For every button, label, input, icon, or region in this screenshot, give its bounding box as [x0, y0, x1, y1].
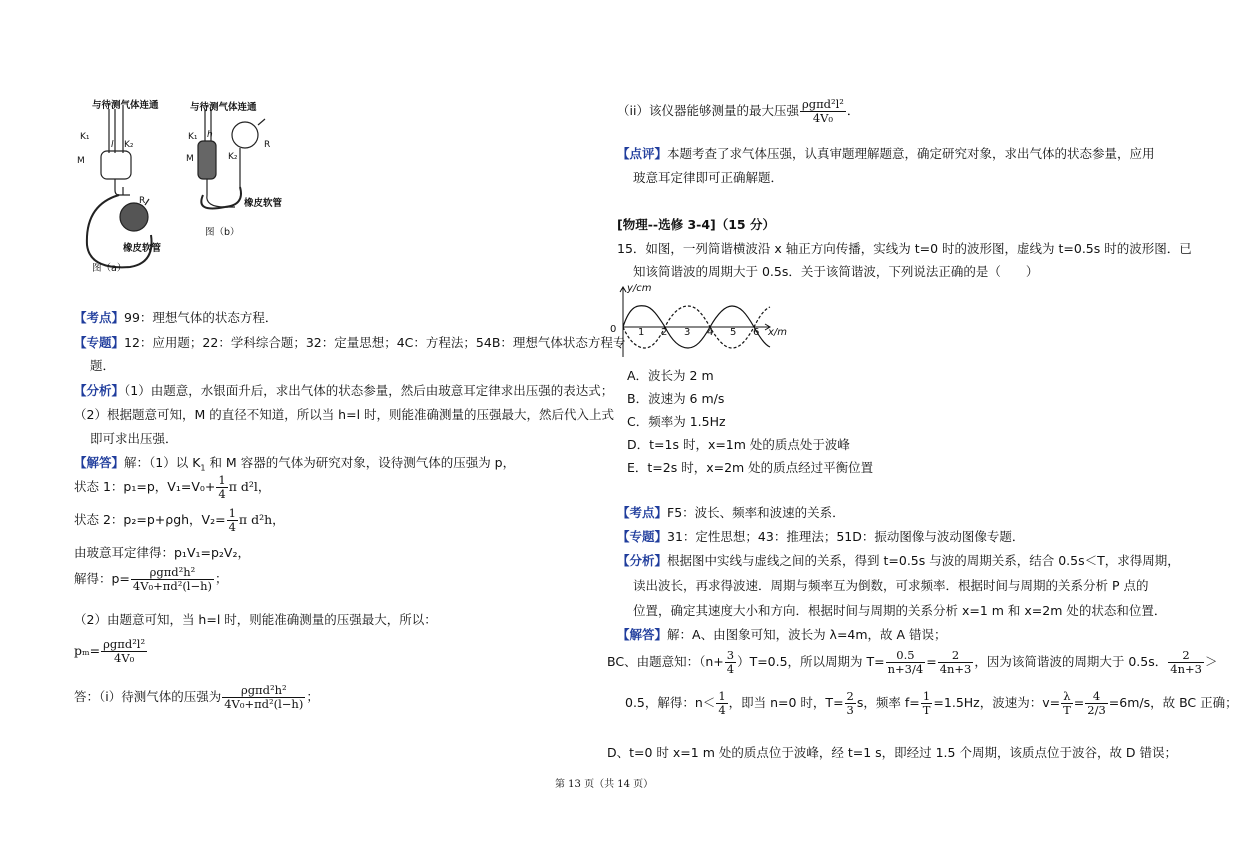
solve-den: 4V₀+πd²(l−h) [132, 579, 213, 594]
fig-a-l: l [111, 140, 114, 150]
bc-f3-num: 2 [938, 649, 974, 663]
fig-b-tube: 橡皮软管 [244, 198, 283, 209]
bc-frac-4 [1168, 649, 1204, 676]
answer-ii-den: 4V₀ [812, 111, 834, 126]
jieda-sub: 1 [200, 463, 206, 473]
bc-frac-1 [725, 649, 736, 676]
dianping-tag: 【点评】 [617, 146, 668, 161]
state-1 [74, 474, 270, 501]
fig-a-k2: K₂ [124, 140, 134, 150]
answer-i-tail: ； [306, 689, 319, 705]
bc-f3-den: 4n+3 [939, 662, 972, 677]
l2-f2-den: 3 [846, 703, 854, 718]
bc-a: BC、由题意知：（n+ [607, 654, 724, 670]
left-jieda [74, 453, 515, 473]
fig-b-m: M [186, 154, 194, 164]
solve-tail: ； [215, 571, 228, 587]
q15-line-1: 15．如图，一列简谐横波沿 x 轴正方向传播，实线为 t=0 时的波形图，虚线为 t=0.5s 时的波形图．已 [617, 241, 1192, 256]
wave-y-label: y/cm [627, 283, 652, 294]
q15-line-2: 知该简谐波的周期大于 0.5s．关于该简谐波，下列说法正确的是（ ） [633, 264, 1039, 279]
fig-a-caption: 图（a） [92, 263, 127, 274]
wave-tick-1: 1 [638, 327, 645, 338]
r-fenxi-text-1: 根据图中实线与虚线之间的关系，得到 t=0.5s 与波的周期关系，结合 0.5s＜T，求得周期， [667, 553, 1180, 568]
answer-ii-frac [800, 98, 846, 125]
bc-line-2 [625, 690, 1238, 717]
fig-b-h: h [207, 130, 213, 140]
option-b: B．波速为 6 m/s [627, 391, 725, 406]
r-zhuanti-text: 31：定性思想；43：推理法；51D：振动图像与波动图像专题． [667, 529, 1025, 544]
state-2-frac [227, 507, 238, 534]
pm-frac [101, 638, 147, 665]
l2-f3-den: T [922, 703, 931, 718]
left-fenxi [74, 381, 613, 399]
bc-c: = [926, 654, 937, 670]
answer-i-frac [222, 684, 305, 711]
dianping-text-2: 玻意耳定律即可正确解题． [633, 170, 784, 185]
l2-f1-num: 1 [718, 689, 726, 703]
answer-i-den: 4V₀+πd²(l−h) [224, 697, 304, 712]
r-fenxi-text-3: 位置，确定其速度大小和方向．根据时间与周期的关系分析 x=1 m 和 x=2m 处的状态和位置． [633, 603, 1167, 618]
state-1-tail: π d²l， [228, 479, 271, 495]
bc-f1-den: 4 [726, 662, 735, 677]
answer-ii [617, 98, 859, 125]
dianping-text-1: 本题考查了求气体压强，认真审题理解题意，确定研究对象，求出气体的状态参量，应用 [667, 146, 1155, 161]
pm-prefix: pₘ= [74, 643, 101, 659]
l2-frac-2 [845, 690, 856, 717]
dianping [617, 144, 1155, 162]
l2-f3-num: 1 [921, 690, 933, 704]
fig-b-k1: K₁ [188, 132, 198, 142]
r-kaodian-text: F5：波长、频率和波速的关系． [667, 505, 845, 520]
wave-graph [610, 283, 790, 363]
bc-d: ，因为该简谐波的周期大于 0.5s． [974, 654, 1168, 670]
bc-f4-den: 4n+3 [1170, 662, 1202, 677]
state-1-prefix: 状态 1：p₁=p，V₁=V₀+ [74, 479, 216, 495]
r-jieda-tag: 【解答】 [617, 627, 668, 642]
solve-eq [74, 566, 228, 593]
fig-b-r: R [264, 140, 271, 150]
state-2 [74, 507, 285, 534]
state-1-frac [216, 474, 227, 501]
l2-d: =1.5Hz，波速为：v= [933, 695, 1061, 711]
l2-frac-5 [1085, 690, 1108, 717]
left-kaodian [74, 308, 277, 326]
jieda-text-a: 解：（1）以 K [124, 455, 201, 470]
r-zhuanti-tag: 【专题】 [617, 529, 668, 544]
bc-f2-den: n+3/4 [887, 662, 924, 677]
wave-x-label: x/m [768, 327, 788, 338]
pm-num: ρgπd²l² [103, 637, 146, 651]
part-2: （2）由题意可知，当 h=l 时，则能准确测量的压强最大，所以： [74, 612, 437, 627]
option-c: C．频率为 1.5Hz [627, 414, 726, 429]
zhuanti-text-2: 题． [90, 358, 116, 373]
l2-f4-num: λ [1061, 690, 1073, 704]
fenxi-text-1: （1）由题意，水银面升后，求出气体的状态参量，然后由玻意耳定律求出压强的表达式； [124, 383, 614, 398]
answer-ii-num: ρgπd²l² [801, 97, 844, 111]
right-kaodian [617, 503, 845, 521]
d-line: D、t=0 时 x=1 m 处的质点位于波峰，经 t=1 s，即经过 1.5 个周期，该质点位于波谷，故 D 错误； [607, 745, 1178, 760]
kaodian-text: 99：理想气体的状态方程． [124, 310, 278, 325]
zhuanti-tag: 【专题】 [74, 335, 125, 350]
l2-e: = [1073, 695, 1085, 711]
bc-e: ＞ [1204, 654, 1218, 670]
wave-tick-2: 2 [661, 327, 668, 338]
l2-f5-den: 2/3 [1087, 703, 1106, 718]
wave-tick-4: 4 [707, 327, 714, 338]
section-heading: [物理--选修 3-4]（15 分） [617, 217, 775, 232]
answer-ii-prefix: （ii）该仪器能够测量的最大压强 [617, 103, 799, 119]
l2-f2-num: 2 [846, 689, 854, 703]
state-2-tail: π d²h， [238, 512, 285, 528]
r-kaodian-tag: 【考点】 [617, 505, 668, 520]
l2-frac-1 [716, 690, 727, 717]
l2-frac-3 [921, 690, 933, 717]
page-footer: 第 13 页（共 14 页） [555, 779, 654, 790]
state-2-frac-num: 1 [228, 506, 236, 520]
right-jieda [617, 625, 947, 643]
solve-num: ρgπd²h² [131, 566, 214, 580]
answer-i [74, 684, 319, 711]
solve-prefix: 解得：p= [74, 571, 130, 587]
right-zhuanti [617, 527, 1024, 545]
state-1-frac-den: 4 [218, 487, 226, 502]
fig-a-conn-label: 与待测气体连通 [92, 100, 159, 111]
state-2-frac-den: 4 [228, 520, 236, 535]
pm-eq [74, 638, 148, 665]
bc-b: ）T=0.5，所以周期为 T= [737, 654, 885, 670]
r-fenxi-tag: 【分析】 [617, 553, 668, 568]
state-2-prefix: 状态 2：p₂=p+ρgh，V₂= [74, 512, 226, 528]
bc-frac-3 [938, 649, 974, 676]
l2-a: 0.5，解得：n＜ [625, 695, 716, 711]
wave-tick-6: 6 [753, 327, 760, 338]
wave-tick-5: 5 [730, 327, 737, 338]
fig-b-caption: 图（b） [205, 227, 240, 238]
l2-f1-den: 4 [718, 703, 726, 718]
r-fenxi-text-2: 读出波长，再求得波速．周期与频率互为倒数，可求频率．根据时间与周期的关系分析 P 点的 [633, 578, 1149, 593]
fig-a-m: M [77, 156, 85, 166]
kaodian-tag: 【考点】 [74, 310, 125, 325]
l2-f5-num: 4 [1085, 690, 1108, 704]
apparatus-figures [75, 95, 290, 280]
l2-frac-4 [1061, 690, 1073, 717]
fig-a-tube: 橡皮软管 [123, 243, 162, 254]
answer-ii-tail: ． [846, 103, 860, 119]
option-d: D．t=1s 时，x=1m 处的质点处于波峰 [627, 437, 850, 452]
state-1-frac-num: 1 [218, 473, 226, 487]
fenxi-text-2: （2）根据题意可知，M 的直径不知道，所以当 h=l 时，则能准确测量的压强最大，然后代入上式 [74, 407, 615, 422]
r-jieda-text: 解：A、由图象可知，波长为 λ=4m，故 A 错误； [667, 627, 947, 642]
solve-frac [131, 566, 214, 593]
jieda-text-b: 和 M 容器的气体为研究对象，设待测气体的压强为 p， [205, 455, 516, 470]
fig-a-r: R [139, 196, 146, 206]
wave-tick-3: 3 [684, 327, 691, 338]
boyle-law: 由玻意耳定律得：p₁V₁=p₂V₂， [74, 545, 250, 560]
jieda-tag: 【解答】 [74, 455, 125, 470]
fig-b-k2: K₂ [228, 152, 238, 162]
zhuanti-text-1: 12：应用题；22：学科综合题；32：定量思想；4C：方程法；54B：理想气体状态方程专 [124, 335, 626, 350]
answer-i-num: ρgπd²h² [222, 684, 305, 698]
bc-line [607, 649, 1217, 676]
l2-f: =6m/s，故 BC 正确； [1108, 695, 1238, 711]
option-e: E．t=2s 时，x=2m 处的质点经过平衡位置 [627, 460, 874, 475]
right-fenxi [617, 551, 1180, 569]
bc-f4-num: 2 [1168, 649, 1204, 663]
answer-i-prefix: 答：（i）待测气体的压强为 [74, 689, 222, 705]
bc-f1-num: 3 [726, 648, 735, 662]
bc-frac-2 [886, 649, 926, 676]
wave-origin: 0 [610, 324, 617, 335]
l2-c: s，频率 f= [856, 695, 920, 711]
pm-den: 4V₀ [114, 651, 135, 666]
fig-a-k1: K₁ [80, 132, 90, 142]
fenxi-tag: 【分析】 [74, 383, 125, 398]
l2-f4-den: T [1063, 703, 1071, 718]
left-zhuanti [74, 333, 625, 351]
l2-b: ，即当 n=0 时，T= [728, 695, 844, 711]
fenxi-text-3: 即可求出压强． [90, 431, 178, 446]
option-a: A．波长为 2 m [627, 368, 714, 383]
fig-b-conn-label: 与待测气体连通 [190, 102, 257, 113]
bc-f2-num: 0.5 [886, 649, 926, 663]
